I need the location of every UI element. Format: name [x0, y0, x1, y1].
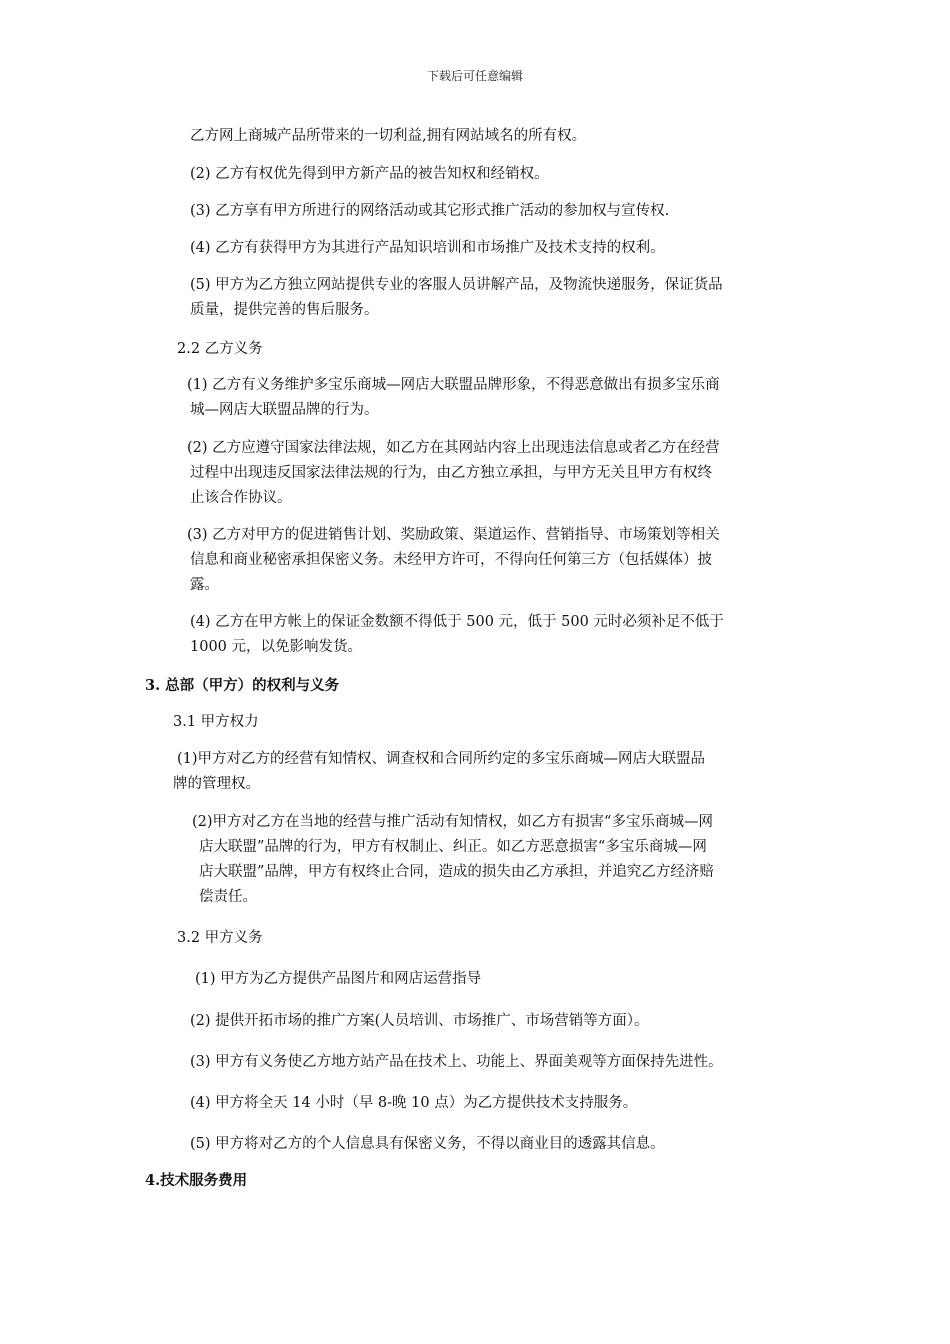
paragraph-line: (4) 甲方将全天 14 小时（早 8-晚 10 点）为乙方提供技术支持服务。	[190, 1095, 638, 1111]
paragraph-line: (1)甲方对乙方的经营有知情权、调查权和合同所约定的多宝乐商城—网店大联盟品	[177, 751, 706, 767]
paragraph-line: (2) 提供开拓市场的推广方案(人员培训、市场推广、市场营销等方面）。	[190, 1013, 649, 1029]
page-header: 下载后可任意编辑	[426, 69, 523, 83]
paragraph-line: (3) 甲方有义务使乙方地方站产品在技术上、功能上、界面美观等方面保持先进性。	[190, 1054, 723, 1070]
paragraph-line: (2) 乙方应遵守国家法律法规，如乙方在其网站内容上出现违法信息或者乙方在经营	[187, 440, 720, 456]
paragraph-line: (1) 甲方为乙方提供产品图片和网店运营指导	[195, 971, 482, 987]
paragraph-line: (3) 乙方享有甲方所进行的网络活动或其它形式推广活动的参加权与宣传权.	[190, 203, 670, 219]
paragraph-line: (2)甲方对乙方在当地的经营与推广活动有知情权，如乙方有损害“多宝乐商城—网	[192, 814, 713, 830]
paragraph-line: 店大联盟”品牌的行为，甲方有权制止、纠正。如乙方恶意损害“多宝乐商城—网	[199, 839, 707, 855]
paragraph-line: 牌的管理权。	[173, 776, 260, 792]
paragraph-line: 露。	[190, 577, 219, 593]
paragraph-line: (5) 甲方将对乙方的个人信息具有保密义务，不得以商业目的透露其信息。	[190, 1136, 665, 1152]
subsection-title: 3.1 甲方权力	[173, 714, 259, 730]
paragraph-line: 乙方网上商城产品所带来的一切利益,拥有网站域名的所有权。	[190, 128, 587, 144]
paragraph-line: (5) 甲方为乙方独立网站提供专业的客服人员讲解产品，及物流快递服务，保证货品	[190, 277, 723, 293]
paragraph-line: (4) 乙方有获得甲方为其进行产品知识培训和市场推广及技术支持的权利。	[190, 240, 665, 256]
section-heading: 4.技术服务费用	[145, 1172, 248, 1189]
section-heading: 3. 总部（甲方）的权利与义务	[145, 677, 340, 694]
paragraph-line: 止该合作协议。	[190, 490, 292, 506]
paragraph-line: 1000 元，以免影响发货。	[190, 639, 363, 655]
paragraph-line: 过程中出现违反国家法律法规的行为，由乙方独立承担，与甲方无关且甲方有权终	[190, 465, 712, 481]
paragraph-line: 质量，提供完善的售后服务。	[190, 302, 379, 318]
paragraph-line: (4) 乙方在甲方帐上的保证金数额不得低于 500 元，低于 500 元时必须补足不低于	[190, 614, 724, 630]
subsection-title: 3.2 甲方义务	[177, 930, 263, 946]
paragraph-line: (2) 乙方有权优先得到甲方新产品的被告知权和经销权。	[190, 166, 549, 182]
paragraph-line: 店大联盟”品牌，甲方有权终止合同，造成的损失由乙方承担，并追究乙方经济赔	[199, 864, 714, 880]
subsection-title: 2.2 乙方义务	[177, 341, 263, 357]
paragraph-line: (3) 乙方对甲方的促进销售计划、奖励政策、渠道运作、营销指导、市场策划等相关	[187, 527, 720, 543]
paragraph-line: 偿责任。	[199, 889, 257, 905]
paragraph-line: 城—网店大联盟品牌的行为。	[190, 402, 379, 418]
paragraph-line: (1) 乙方有义务维护多宝乐商城—网店大联盟品牌形象，不得恶意做出有损多宝乐商	[187, 377, 720, 393]
paragraph-line: 信息和商业秘密承担保密义务。未经甲方许可，不得向任何第三方（包括媒体）披	[190, 552, 712, 568]
